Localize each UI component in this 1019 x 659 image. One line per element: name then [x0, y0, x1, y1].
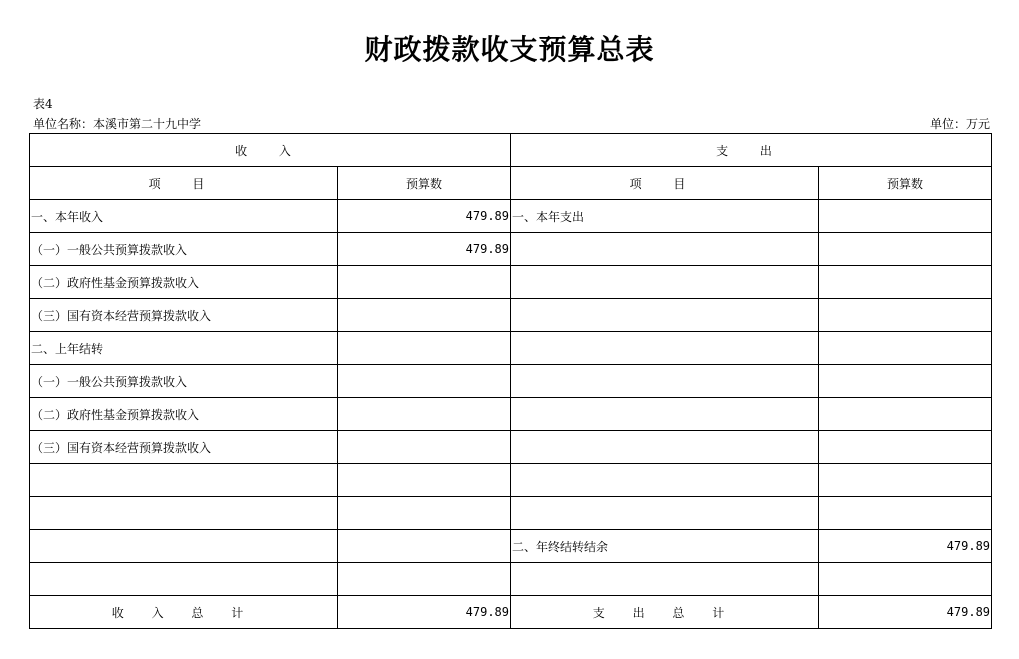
- expense-value-cell: 479.89: [819, 530, 992, 563]
- table-row: [30, 530, 992, 563]
- expense-item-cell: [511, 431, 819, 464]
- column-header-row: [30, 167, 992, 200]
- income-item-cell: （二）政府性基金预算拨款收入: [30, 398, 338, 431]
- income-item-cell: （三）国有资本经营预算拨款收入: [30, 299, 338, 332]
- table-row: [30, 398, 992, 431]
- income-value-cell: [338, 530, 511, 563]
- expense-section-header: 支 出: [511, 134, 992, 167]
- income-value-cell: [338, 266, 511, 299]
- expense-item-cell: [511, 299, 819, 332]
- expense-item-cell: [511, 266, 819, 299]
- table-row: [30, 563, 992, 596]
- expense-item-cell: [511, 365, 819, 398]
- expense-item-cell: [511, 497, 819, 530]
- totals-row: [30, 596, 992, 629]
- expense-item-cell: 二、年终结转结余: [511, 530, 819, 563]
- income-total-label: 收 入 总 计: [30, 596, 338, 629]
- budget-table: [29, 133, 992, 629]
- income-item-cell: [30, 563, 338, 596]
- income-value-cell: [338, 299, 511, 332]
- report-title: 财政拨款收支预算总表: [364, 33, 655, 66]
- expense-item-cell: [511, 398, 819, 431]
- expense-value-cell: [819, 431, 992, 464]
- income-item-cell: 一、本年收入: [30, 200, 338, 233]
- income-value-cell: [338, 464, 511, 497]
- expense-item-cell: 一、本年支出: [511, 200, 819, 233]
- income-value-cell: [338, 497, 511, 530]
- income-item-cell: （三）国有资本经营预算拨款收入: [30, 431, 338, 464]
- expense-total-value: 479.89: [819, 596, 992, 629]
- income-item-header: 项 目: [30, 167, 338, 200]
- income-value-cell: [338, 365, 511, 398]
- table-row: [30, 332, 992, 365]
- table-row: [30, 464, 992, 497]
- expense-value-cell: [819, 332, 992, 365]
- income-value-cell: [338, 431, 511, 464]
- expense-value-cell: [819, 398, 992, 431]
- table-row: [30, 233, 992, 266]
- expense-item-cell: [511, 563, 819, 596]
- income-value-cell: 479.89: [338, 200, 511, 233]
- income-item-cell: （二）政府性基金预算拨款收入: [30, 266, 338, 299]
- income-item-cell: [30, 464, 338, 497]
- expense-value-cell: [819, 497, 992, 530]
- expense-value-cell: [819, 266, 992, 299]
- unit-name-label: 单位名称：本溪市第二十九中学: [33, 117, 202, 131]
- expense-value-cell: [819, 365, 992, 398]
- section-header-row: [30, 134, 992, 167]
- income-value-cell: 479.89: [338, 233, 511, 266]
- expense-value-cell: [819, 464, 992, 497]
- table-number: 表4: [33, 97, 53, 111]
- expense-item-cell: [511, 464, 819, 497]
- income-value-cell: [338, 563, 511, 596]
- expense-item-cell: [511, 233, 819, 266]
- income-item-cell: [30, 530, 338, 563]
- income-item-cell: 二、上年结转: [30, 332, 338, 365]
- expense-total-label: 支 出 总 计: [511, 596, 819, 629]
- expense-value-cell: [819, 563, 992, 596]
- income-value-cell: [338, 332, 511, 365]
- expense-item-cell: [511, 332, 819, 365]
- expense-value-cell: [819, 299, 992, 332]
- income-value-cell: [338, 398, 511, 431]
- income-budget-header: 预算数: [338, 167, 511, 200]
- table-row: [30, 365, 992, 398]
- expense-value-cell: [819, 233, 992, 266]
- table-row: [30, 299, 992, 332]
- income-total-value: 479.89: [338, 596, 511, 629]
- income-item-cell: （一）一般公共预算拨款收入: [30, 233, 338, 266]
- table-row: [30, 266, 992, 299]
- expense-item-header: 项 目: [511, 167, 819, 200]
- table-row: [30, 200, 992, 233]
- income-item-cell: （一）一般公共预算拨款收入: [30, 365, 338, 398]
- income-section-header: 收 入: [30, 134, 511, 167]
- expense-budget-header: 预算数: [819, 167, 992, 200]
- currency-unit-label: 单位：万元: [929, 117, 990, 131]
- table-row: [30, 497, 992, 530]
- income-item-cell: [30, 497, 338, 530]
- expense-value-cell: [819, 200, 992, 233]
- table-row: [30, 431, 992, 464]
